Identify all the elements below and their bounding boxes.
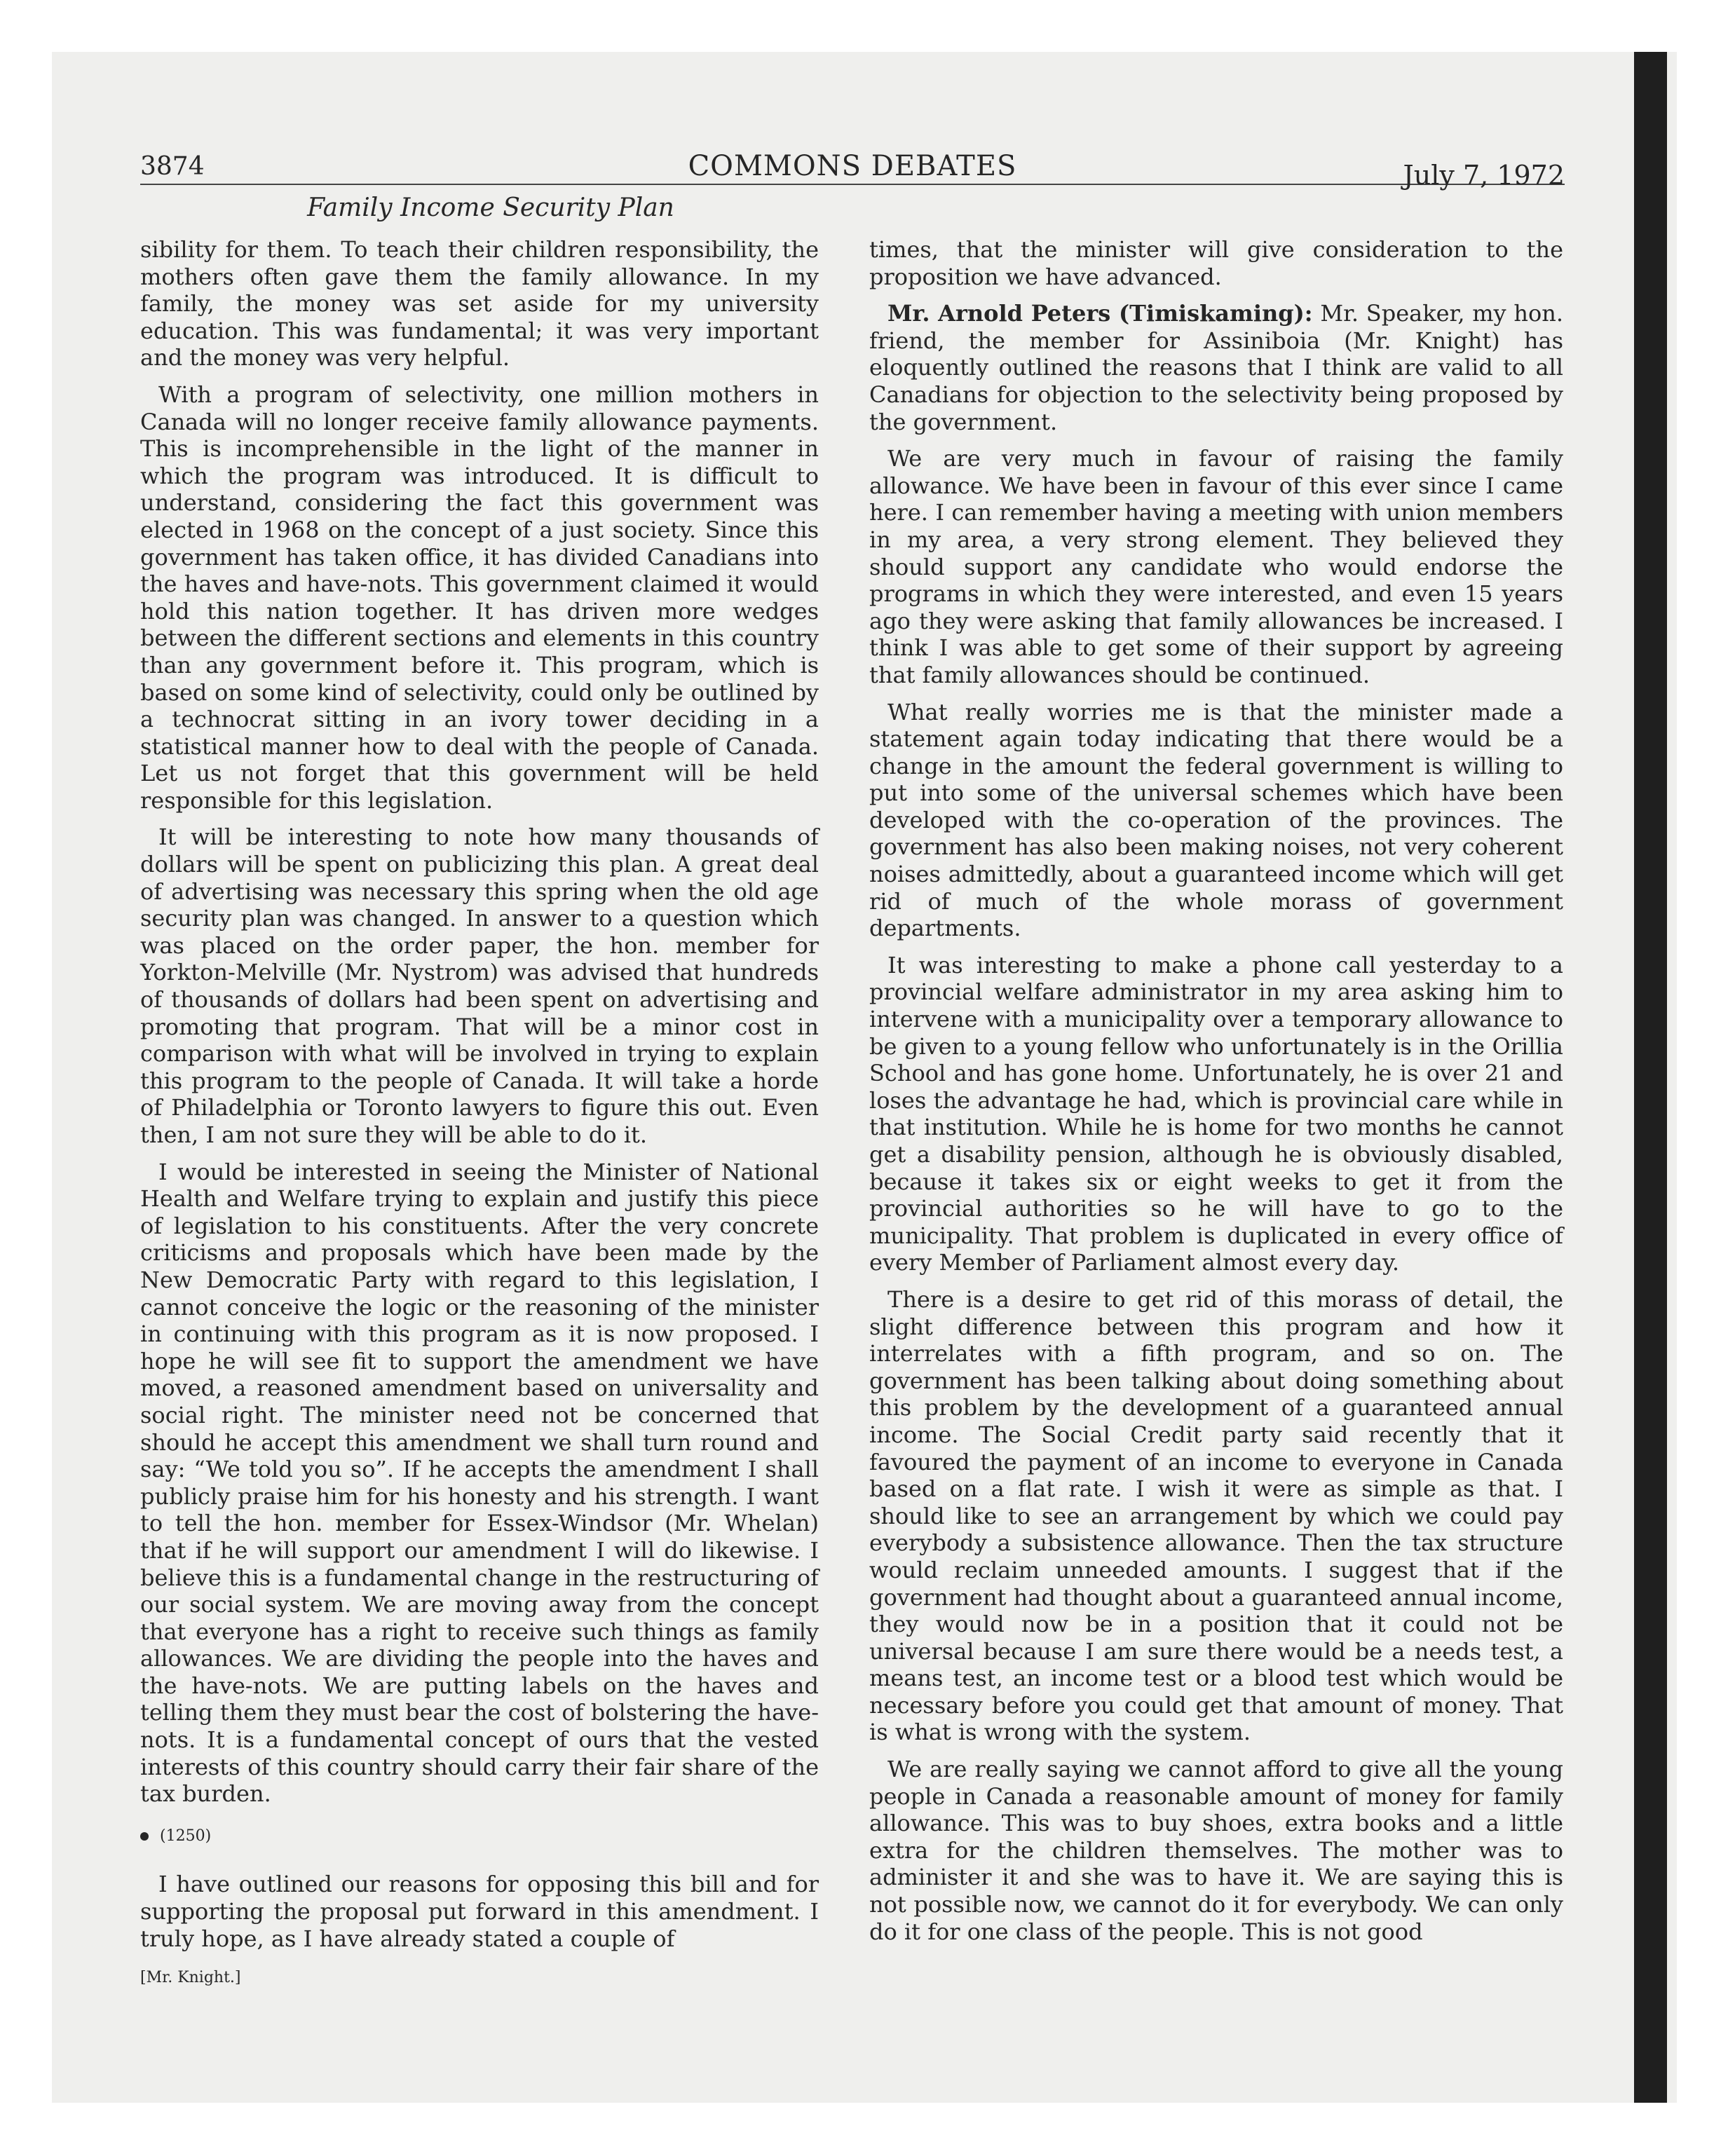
paragraph: sibility for them. To teach their children responsibility, the mothers often gave them the family allowance. In my family, the money was set aside for my university education. This was fundamental; it was very important and the money was very helpful.: [140, 236, 819, 371]
paragraph: I would be interested in seeing the Minister of National Health and Welfare trying to explain and justify this piece of legislation to his constituents. After the very concrete criticisms and proposals which have been made by the New Democratic Party with regard to this legislation, I cannot conceive the logic or the reasoning of the minister in continuing with this program as it is now proposed. I hope he will see fit to support the amendment we have moved, a reasoned amendment based on universality and social right. The minister need not be concerned that should he accept this amendment we shall turn round and say: “We told you so”. If he accepts the amendment I shall publicly praise him for his honesty and his strength. I want to tell the hon. member for Essex-Windsor (Mr. Whelan) that if he will support our amendment I will do likewise. I believe this is a fundamental change in the restructuring of our social system. We are moving away from the concept that everyone has a right to receive such things as family allowances. We are dividing the people into the haves and the have-nots. We are putting labels on the haves and telling them they must bear the cost of bolstering the have-nots. It is a fundamental concept of ours that the vested interests of this country should carry their fair share of the tax burden.: [140, 1158, 819, 1808]
bullet-icon: [140, 1832, 149, 1841]
paragraph-text: Mr. Speaker, my hon. friend, the member for Assiniboia (Mr. Knight) has eloquently outlined the reasons that I think are valid to all Canadians for objection to the selectivity being proposed by the government.: [869, 300, 1564, 435]
page-number: 3874: [140, 152, 205, 181]
paragraph: times, that the minister will give consideration to the proposition we have advanced.: [869, 236, 1563, 290]
paragraph: It will be interesting to note how many thousands of dollars will be spent on publicizing this plan. A great deal of advertising was necessary this spring when the old age security plan was changed. In answer to a question which was placed on the order paper, the hon. member for Yorkton-Melville (Mr. Nystrom) was advised that hundreds of thousands of dollars had been spent on advertising and promoting that program. That will be a minor cost in comparison with what will be involved in trying to explain this program to the people of Canada. It will take a horde of Philadelphia or Toronto lawyers to figure this out. Even then, I am not sure they will be able to do it.: [140, 824, 819, 1148]
left-column: [140, 236, 819, 1992]
time-marker-text: (1250): [160, 1827, 212, 1845]
right-column: [869, 236, 1563, 1955]
speaker-attribution: [Mr. Knight.]: [140, 1969, 241, 1987]
paragraph: What really worries me is that the minister made a statement again today indicating that there would be a change in the amount the federal government is willing to put into some of the universal schemes which have been developed with the co-operation of the provinces. The government has also been making noises, not very coherent noises admittedly, about a guaranteed income which will get rid of much of the whole morass of government departments.: [869, 698, 1563, 942]
section-subtitle: Family Income Security Plan: [307, 193, 674, 222]
paragraph: With a program of selectivity, one million mothers in Canada will no longer receive family allowance payments. This is incomprehensible in the light of the manner in which the program was introduced. It is difficult to understand, considering the fact this government was elected in 1968 on the concept of a just society. Since this government has taken office, it has divided Canadians into the haves and have-nots. This government claimed it would hold this nation together. It has driven more wedges between the different sections and elements in this country than any government before it. This program, which is based on some kind of selectivity, could only be outlined by a technocrat sitting in an ivory tower deciding in a statistical manner how to deal with the people of Canada. Let us not forget that this government will be held responsible for this legislation.: [140, 381, 819, 814]
page-header: [140, 140, 1565, 191]
paragraph: I have outlined our reasons for opposing this bill and for supporting the proposal put forward in this amendment. I truly hope, as I have already stated a couple of: [140, 1871, 819, 1952]
paragraph: It was interesting to make a phone call yesterday to a provincial welfare administrator in my area asking him to intervene with a municipality over a temporary allowance to be given to a young fellow who unfortunately is in the Orillia School and has gone home. Unfortunately, he is over 21 and loses the advantage he had, which is provincial care while in that institution. While he is home for two months he cannot get a disability pension, although he is obviously disabled, because it takes six or eight weeks to get it from the provincial authorities so he will have to go to the municipality. That problem is duplicated in every office of every Member of Parliament almost every day.: [869, 951, 1563, 1276]
paragraph: There is a desire to get rid of this morass of detail, the slight difference between this program and how it interrelates with a fifth program, and so on. The government has been talking about doing something about this problem by the development of a guaranteed annual income. The Social Credit party said recently that it favoured the payment of an income to everyone in Canada based on a flat rate. I wish it were as simple as that. I should like to see an arrangement by which we could pay everybody a subsistence allowance. Then the tax structure would reclaim unneeded amounts. I suggest that if the government had thought about a guaranteed annual income, they would now be in a position that it could not be universal because I am sure there would be a needs test, a means test, an income test or a blood test which would be necessary before you could get that amount of money. That is what is wrong with the system.: [869, 1285, 1563, 1746]
time-marker: [140, 1823, 819, 1850]
publication-title: COMMONS DEBATES: [688, 150, 1017, 182]
paragraph: We are very much in favour of raising the family allowance. We have been in favour of this ever since I came here. I can remember having a meeting with union members in my area, a very strong element. They believed they should support any candidate who would endorse the programs in which they were interested, and even 15 years ago they were asking that family allowances be increased. I think I was able to get some of their support by agreeing that family allowances should be continued.: [869, 445, 1563, 688]
scan-edge-shadow: [1634, 52, 1667, 2103]
publication-date: July 7, 1972: [1403, 160, 1565, 191]
paragraph: We are really saying we cannot afford to give all the young people in Canada a reasonable amount of money for family allowance. This was to buy shoes, extra books and a little extra for the children themselves. The mother was to administer it and she was to have it. We are saying this is not possible now, we cannot do it for everybody. We can only do it for one class of the people. This is not good: [869, 1756, 1563, 1945]
speaker-name: Mr. Arnold Peters (Timiskaming):: [887, 300, 1313, 327]
paragraph: [869, 300, 1563, 435]
